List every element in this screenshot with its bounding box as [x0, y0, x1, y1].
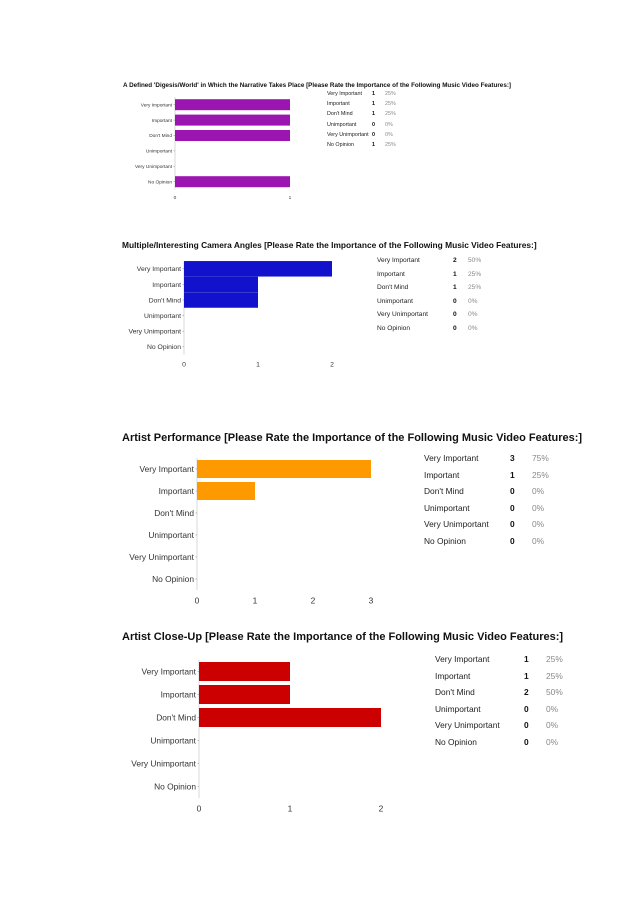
summary-percent: 0%: [385, 121, 393, 128]
chart-title: Artist Close-Up [Please Rate the Importance of the Following Music Video Features:]: [122, 631, 564, 643]
summary-percent: 0%: [546, 736, 559, 747]
summary-count: 1: [453, 270, 457, 278]
summary-percent: 0%: [385, 131, 393, 138]
x-tick-label: 1: [288, 196, 292, 202]
summary-count: 2: [453, 257, 457, 264]
summary-label: Don't Mind: [377, 284, 409, 291]
summary-count: 1: [524, 670, 529, 681]
category-label: Don't Mind: [156, 712, 196, 723]
summary-count: 0: [372, 121, 375, 128]
summary-label: No Opinion: [424, 535, 466, 546]
summary-percent: 75%: [532, 453, 549, 463]
summary-count: 0: [453, 297, 457, 305]
summary-label: Very Unimportant: [327, 131, 369, 138]
summary-label: Very Unimportant: [377, 311, 428, 318]
summary-label: Important: [424, 469, 460, 480]
chart-title: Artist Performance [Please Rate the Importance of the Following Music Video Features:]: [122, 432, 583, 444]
summary-percent: 25%: [532, 469, 549, 480]
summary-count: 3: [510, 453, 515, 463]
x-tick-label: 1: [256, 361, 260, 369]
summary-label: Very Unimportant: [424, 519, 489, 529]
x-tick-label: 1: [252, 595, 258, 606]
x-tick-label: 2: [378, 803, 384, 814]
summary-percent: 25%: [385, 142, 396, 148]
bar: [199, 685, 290, 704]
summary-count: 1: [453, 284, 457, 291]
summary-count: 0: [510, 502, 515, 513]
category-label: Don't Mind: [149, 134, 172, 140]
category-label: Important: [151, 118, 172, 124]
summary-percent: 0%: [546, 720, 559, 730]
summary-label: Important: [435, 670, 471, 681]
summary-percent: 50%: [546, 687, 563, 697]
bar: [199, 662, 290, 681]
summary-count: 1: [372, 101, 375, 108]
category-label: No Opinion: [154, 781, 196, 792]
category-label: Very Unimportant: [128, 328, 181, 336]
summary-percent: 0%: [532, 486, 545, 496]
category-label: No Opinion: [152, 573, 194, 584]
chart-title: Multiple/Interesting Camera Angles [Please Rate the Importance of the Following Music Video Features:]: [122, 240, 537, 250]
category-label: Unimportant: [145, 149, 172, 155]
summary-count: 0: [524, 720, 529, 730]
category-label: Very Important: [139, 463, 194, 474]
summary-label: Very Important: [435, 654, 490, 664]
summary-percent: 0%: [532, 535, 545, 546]
summary-count: 1: [372, 91, 375, 97]
summary-percent: 25%: [468, 284, 482, 291]
summary-count: 0: [510, 486, 515, 496]
summary-label: Very Important: [377, 257, 420, 264]
x-tick-label: 1: [287, 803, 293, 814]
summary-count: 1: [524, 654, 529, 664]
category-label: Unimportant: [143, 312, 181, 320]
category-label: Very Important: [136, 266, 181, 274]
category-label: Very Important: [141, 666, 196, 677]
summary-percent: 50%: [468, 257, 482, 264]
category-label: Important: [160, 689, 196, 700]
summary-count: 0: [453, 324, 457, 332]
chart-title: A Defined 'Digesis/World' in Which the Narrative Takes Place [Please Rate the Importance of the Following Music Video Features:]: [123, 82, 512, 89]
summary-count: 0: [372, 131, 375, 138]
category-label: Important: [152, 281, 181, 289]
x-tick-label: 2: [310, 595, 316, 606]
summary-count: 1: [372, 142, 375, 148]
x-tick-label: 2: [330, 361, 334, 369]
x-tick-label: 3: [368, 595, 374, 606]
summary-percent: 25%: [385, 111, 396, 118]
summary-percent: 0%: [546, 703, 559, 714]
summary-label: Important: [327, 101, 350, 108]
summary-percent: 25%: [546, 654, 563, 664]
summary-label: Important: [377, 270, 405, 278]
category-label: No Opinion: [146, 344, 181, 352]
summary-percent: 0%: [532, 519, 545, 529]
category-label: Very Unimportant: [134, 164, 172, 170]
category-label: Unimportant: [148, 529, 194, 540]
summary-count: 0: [453, 311, 457, 318]
category-label: Don't Mind: [154, 507, 194, 518]
x-tick-label: 0: [182, 361, 186, 369]
x-tick-label: 0: [196, 803, 202, 814]
summary-label: Don't Mind: [435, 687, 475, 697]
summary-count: 1: [372, 111, 375, 118]
summary-percent: 0%: [468, 311, 478, 318]
summary-label: Don't Mind: [327, 111, 353, 118]
summary-percent: 0%: [468, 297, 478, 305]
summary-label: Unimportant: [435, 703, 481, 714]
summary-percent: 25%: [468, 270, 482, 278]
summary-percent: 0%: [532, 502, 545, 513]
summary-label: Unimportant: [377, 297, 413, 305]
category-label: Very Unimportant: [131, 758, 196, 769]
summary-percent: 25%: [385, 91, 396, 97]
summary-label: Unimportant: [424, 502, 470, 513]
summary-count: 0: [524, 703, 529, 714]
summary-label: Don't Mind: [424, 486, 464, 496]
summary-label: No Opinion: [377, 324, 410, 332]
summary-percent: 25%: [385, 101, 396, 108]
category-label: Very Important: [140, 103, 172, 109]
category-label: No Opinion: [148, 180, 172, 186]
summary-percent: 0%: [468, 324, 478, 332]
category-label: Very Unimportant: [129, 551, 194, 562]
summary-percent: 25%: [546, 670, 563, 681]
summary-label: Very Important: [424, 453, 479, 463]
x-tick-label: 0: [173, 196, 177, 202]
summary-label: No Opinion: [435, 736, 477, 747]
category-label: Important: [158, 485, 194, 496]
summary-count: 0: [524, 736, 529, 747]
summary-count: 0: [510, 519, 515, 529]
category-label: Unimportant: [150, 735, 196, 746]
summary-count: 1: [510, 469, 515, 480]
summary-label: No Opinion: [327, 142, 354, 148]
summary-label: Very Important: [327, 91, 363, 97]
summary-label: Unimportant: [327, 121, 357, 128]
summary-count: 0: [510, 535, 515, 546]
x-tick-label: 0: [194, 595, 200, 606]
summary-label: Very Unimportant: [435, 720, 500, 730]
bar: [199, 708, 381, 727]
summary-count: 2: [524, 687, 529, 697]
category-label: Don't Mind: [148, 297, 181, 305]
